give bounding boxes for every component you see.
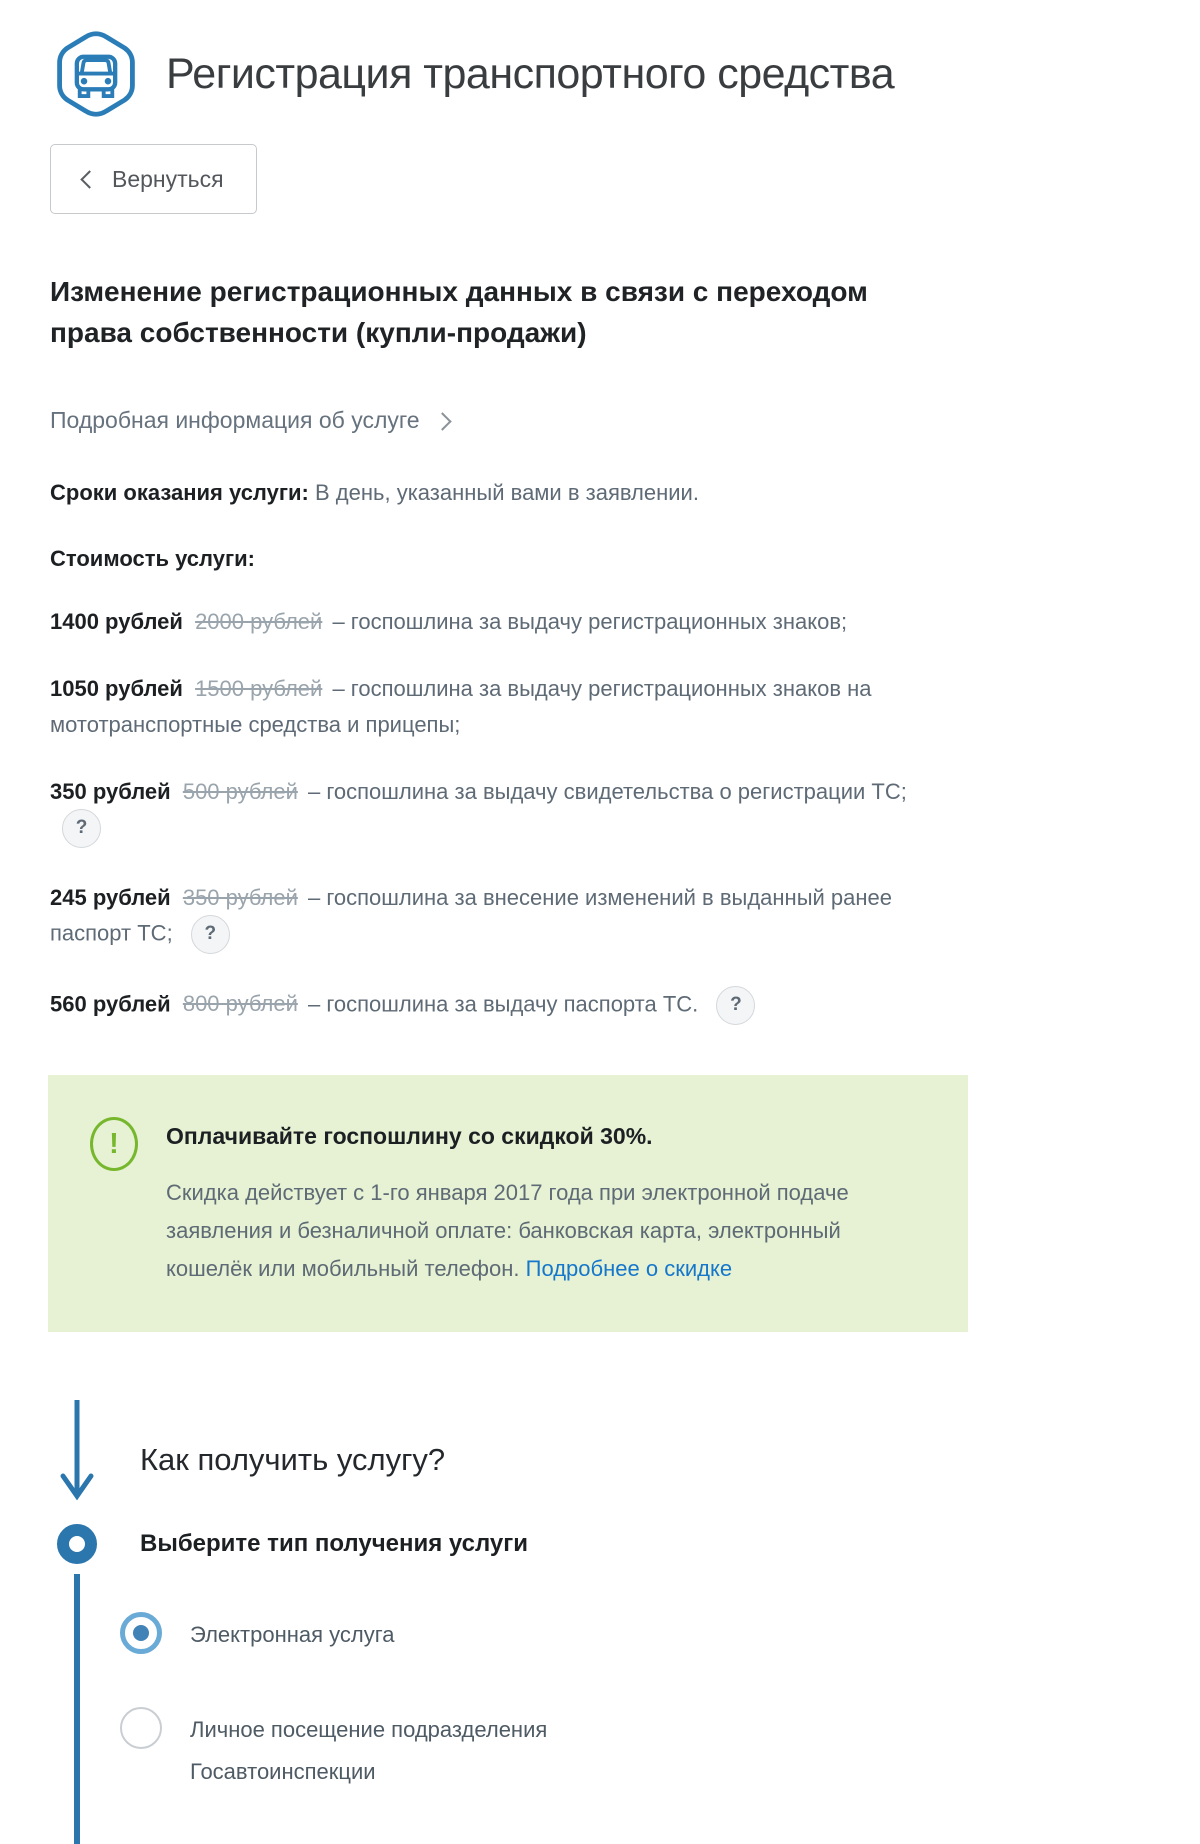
help-icon[interactable]: ? <box>191 915 230 954</box>
step-1 <box>0 1524 1200 1564</box>
discount-notice-content <box>166 1113 866 1287</box>
price-desc: – госпошлина за выдачу паспорта ТС. <box>307 991 699 1017</box>
price-old: 350 рублей <box>182 884 298 910</box>
discount-notice-title: Оплачивайте госпошлину со скидкой 30%. <box>166 1123 653 1150</box>
service-details-link[interactable] <box>50 407 449 434</box>
service-details-link-label: Подробная информация об услуге <box>50 407 420 434</box>
price-desc: – госпошлина за выдачу свидетельства о регистрации ТС; <box>307 778 907 804</box>
price-old: 500 рублей <box>182 778 298 804</box>
chevron-right-icon <box>433 412 451 430</box>
cost-label: Стоимость услуги: <box>50 546 255 572</box>
how-to-heading: Как получить услугу? <box>140 1441 446 1477</box>
radio-in-person-visit[interactable] <box>120 1707 162 1749</box>
price-desc: – госпошлина за внесение изменений в выданный ранее паспорт ТС; <box>50 884 892 946</box>
radio-electronic-service[interactable] <box>120 1612 162 1654</box>
discount-notice-text: Скидка действует с 1-го января 2017 года при электронной подаче заявления и безналичной оплате: банковская карта, электронный кошелёк или мобильный телефон. <box>166 1180 849 1281</box>
back-button-label: Вернуться <box>112 165 224 192</box>
price-new: 245 рублей <box>50 884 171 910</box>
progress-rail <box>74 1574 80 1844</box>
terms-label: Сроки оказания услуги: <box>50 480 309 506</box>
service-info <box>50 480 1200 1025</box>
page-header <box>50 28 1200 120</box>
price-desc: – госпошлина за выдачу регистрационных знаков на мототранспортные средства и прицепы; <box>50 676 872 737</box>
price-old: 2000 рублей <box>195 609 323 635</box>
help-icon[interactable]: ? <box>716 986 755 1025</box>
price-new: 1400 рублей <box>50 609 183 635</box>
terms-value: В день, указанный вами в заявлении. <box>315 480 699 506</box>
price-item <box>50 604 930 639</box>
step-1-label: Выберите тип получения услуги <box>140 1529 529 1557</box>
chevron-left-icon <box>80 170 98 188</box>
price-old: 800 рублей <box>182 991 298 1017</box>
option-in-person-visit-label[interactable]: Личное посещение подразделения Госавтоинспекции <box>190 1717 548 1785</box>
discount-notice-body <box>166 1174 866 1287</box>
price-new: 560 рублей <box>50 991 171 1017</box>
price-new: 350 рублей <box>50 778 171 804</box>
price-item <box>50 986 930 1025</box>
help-icon[interactable]: ? <box>62 809 101 848</box>
down-arrow-icon <box>59 1400 95 1504</box>
price-item <box>50 880 930 954</box>
option-in-person-visit[interactable] <box>120 1707 1200 1793</box>
how-to-section <box>0 1392 1200 1832</box>
page-title: Регистрация транспортного средства <box>166 49 895 98</box>
price-old: 1500 рублей <box>195 676 323 702</box>
back-button[interactable] <box>50 144 257 214</box>
service-terms <box>50 480 1200 506</box>
price-desc: – госпошлина за выдачу регистрационных знаков; <box>332 609 848 635</box>
price-new: 1050 рублей <box>50 676 183 702</box>
option-electronic-service-label[interactable]: Электронная услуга <box>190 1621 395 1647</box>
vehicle-registration-icon <box>50 28 142 120</box>
option-electronic-service[interactable] <box>120 1612 1200 1656</box>
discount-notice <box>48 1075 968 1331</box>
alert-icon: ! <box>90 1117 138 1171</box>
discount-details-link[interactable]: Подробнее о скидке <box>525 1255 733 1281</box>
price-item <box>50 671 930 741</box>
step-marker <box>57 1524 97 1564</box>
price-item <box>50 774 930 848</box>
service-heading: Изменение регистрационных данных в связи с переходом права собственности (купли-продажи) <box>50 276 868 348</box>
